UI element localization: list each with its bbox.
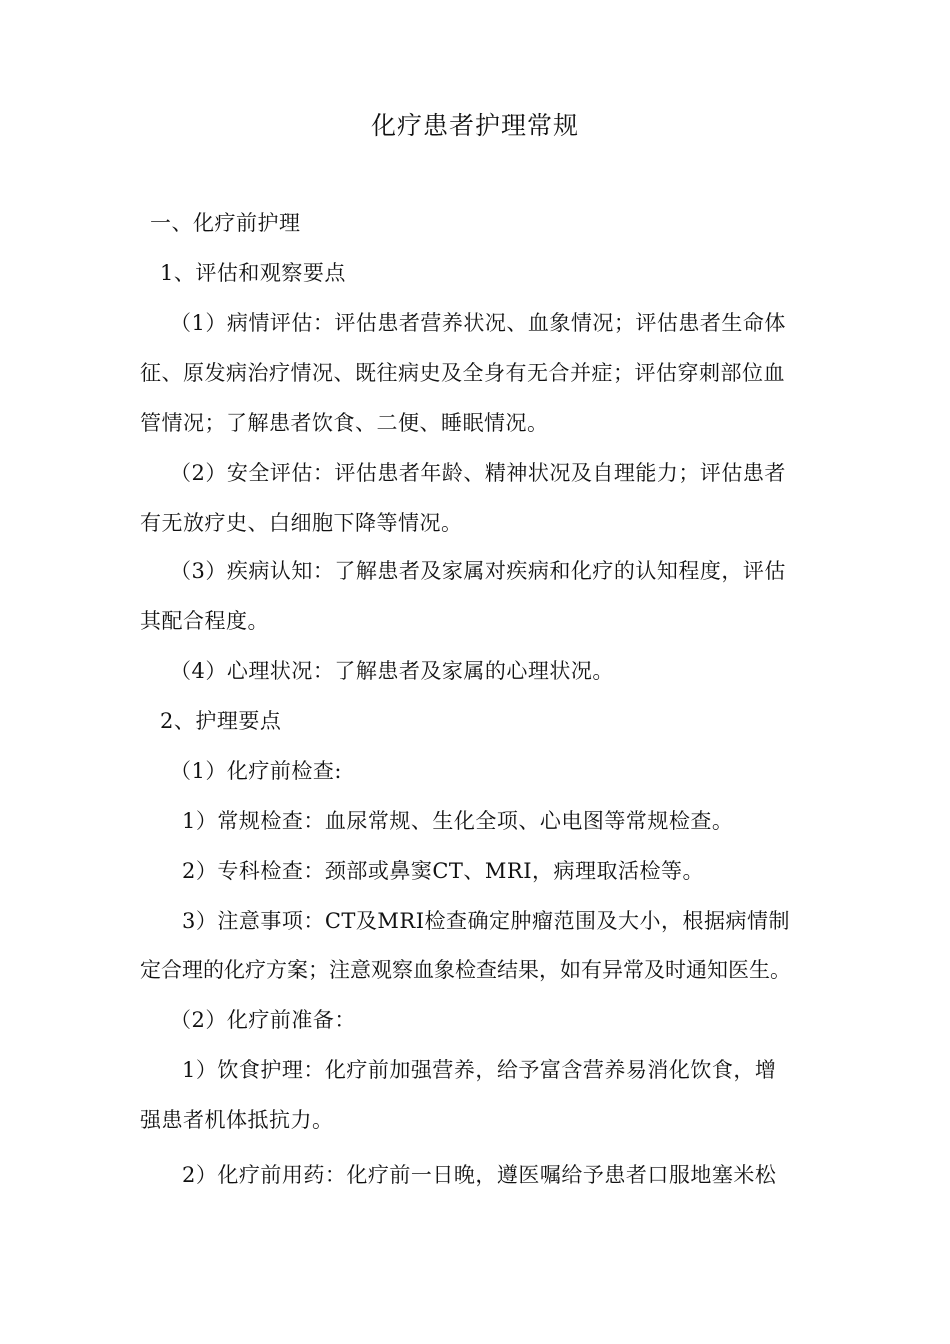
paragraph-line: 其配合程度。 [140, 609, 269, 633]
paragraph-line: （4）心理状况：了解患者及家属的心理状况。 [170, 659, 614, 683]
paragraph-line: （1）化疗前检查: [170, 759, 342, 783]
subsection-heading: 2、护理要点 [160, 709, 282, 733]
paragraph-line: 2）化疗前用药：化疗前一日晚，遵医嘱给予患者口服地塞米松 [182, 1163, 777, 1187]
paragraph-line: 2）专科检查：颈部或鼻窦CT、MRI，病理取活检等。 [182, 859, 705, 883]
paragraph-line: 征、原发病治疗情况、既往病史及全身有无合并症；评估穿刺部位血 [140, 361, 785, 385]
paragraph-line: （2）安全评估：评估患者年龄、精神状况及自理能力；评估患者 [170, 461, 786, 485]
paragraph-line: （3）疾病认知：了解患者及家属对疾病和化疗的认知程度，评估 [170, 559, 786, 583]
document-title: 化疗患者护理常规 [370, 111, 579, 140]
paragraph-line: 强患者机体抵抗力。 [140, 1108, 334, 1132]
paragraph-line: 管情况；了解患者饮食、二便、睡眠情况。 [140, 411, 549, 435]
paragraph-line: 定合理的化疗方案；注意观察血象检查结果，如有异常及时通知医生。 [140, 958, 791, 982]
paragraph-line: 1）常规检查：血尿常规、生化全项、心电图等常规检查。 [182, 809, 734, 833]
section-heading: 一、化疗前护理 [150, 211, 301, 235]
subsection-heading: 1、评估和观察要点 [160, 261, 346, 285]
paragraph-line: 1）饮食护理：化疗前加强营养，给予富含营养易消化饮食，增 [182, 1058, 777, 1082]
paragraph-line: 3）注意事项：CT及MRI检查确定肿瘤范围及大小，根据病情制 [182, 909, 791, 933]
paragraph-line: （1）病情评估：评估患者营养状况、血象情况；评估患者生命体 [170, 311, 786, 335]
paragraph-line: （2）化疗前准备： [170, 1008, 356, 1032]
paragraph-line: 有无放疗史、白细胞下降等情况。 [140, 511, 463, 535]
